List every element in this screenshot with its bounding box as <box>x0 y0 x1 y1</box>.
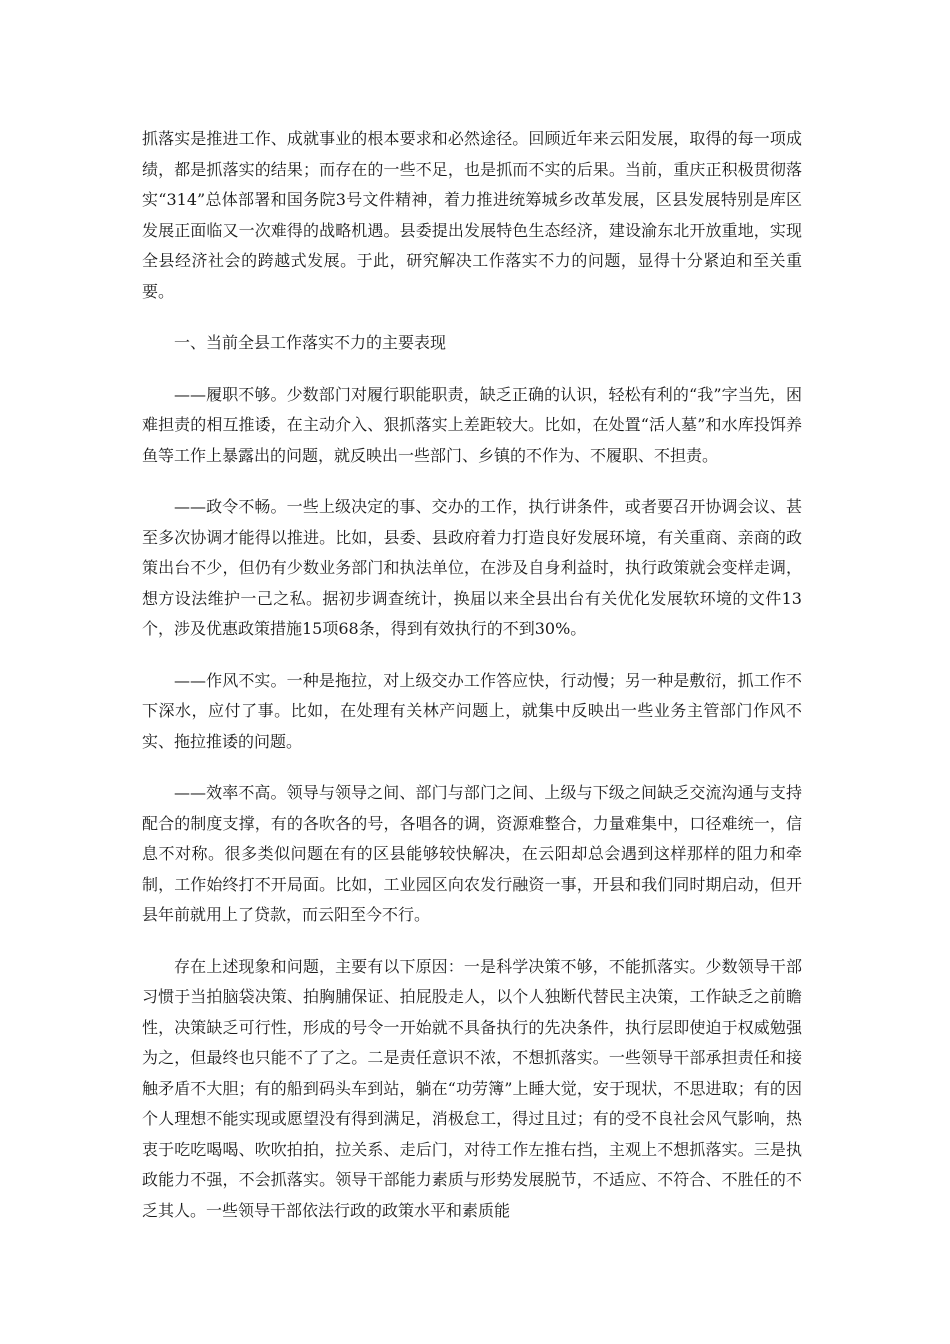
paragraph-causes: 存在上述现象和问题，主要有以下原因：一是科学决策不够，不能抓落实。少数领导干部习惯于当拍脑袋决策、拍胸脯保证、拍屁股走人，以个人独断代替民主决策，工作缺乏之前瞻性，决策缺乏可行性，形成的号令一开始就不具备执行的先决条件，执行层即使迫于权威勉强为之，但最终也只能不了了之。二是责任意识不浓，不想抓落实。一些领导干部承担责任和接触矛盾不大胆；有的船到码头车到站，躺在“功劳簿”上睡大觉，安于现状，不思进取；有的因个人理想不能实现或愿望没有得到满足，消极怠工，得过且过；有的受不良社会风气影响，热衷于吃吃喝喝、吹吹拍拍，拉关系、走后门，对待工作左推右挡，主观上不想抓落实。三是执政能力不强，不会抓落实。领导干部能力素质与形势发展脱节，不适应、不符合、不胜任的不乏其人。一些领导干部依法行政的政策水平和素质能 <box>142 956 802 1220</box>
paragraph-orders: ——政令不畅。一些上级决定的事、交办的工作，执行讲条件，或者要召开协调会议、甚至多次协调才能得以推进。比如，县委、县政府着力打造良好发展环境，有关重商、亲商的政策出台不少，但仍有少数业务部门和执法单位，在涉及自身利益时，执行政策就会变样走调，想方设法维护一己之私。据初步调查统计，换届以来全县出台有关优化发展软环境的文件13个，涉及优惠政策措施15项68条，得到有效执行的不到30%。 <box>142 497 802 638</box>
intro-paragraph: 抓落实是推进工作、成就事业的根本要求和必然途径。回顾近年来云阳发展，取得的每一项成绩，都是抓落实的结果；而存在的一些不足，也是抓而不实的后果。当前，重庆正积极贯彻落实“314”总体部署和国务院3号文件精神，着力推进统筹城乡改革发展，区县发展特别是库区发展正面临又一次难得的战略机遇。县委提出发展特色生态经济，建设渝东北开放重地，实现全县经济社会的跨越式发展。于此，研究解决工作落实不力的问题，显得十分紧迫和至关重要。 <box>142 129 802 301</box>
paragraph-duty: ——履职不够。少数部门对履行职能职责，缺乏正确的认识，轻松有利的“我”字当先，困难担责的相互推诿，在主动介入、狠抓落实上差距较大。比如，在处置“活人墓”和水库投饵养鱼等工作上暴露出的问题，就反映出一些部门、乡镇的不作为、不履职、不担责。 <box>142 384 802 465</box>
document-body <box>142 124 802 1247</box>
paragraph-efficiency: ——效率不高。领导与领导之间、部门与部门之间、上级与下级之间缺乏交流沟通与支持配合的制度支撑，有的各吹各的号，各唱各的调，资源难整合，力量难集中，口径难统一，信息不对称。很多类似问题在有的区县能够较快解决，在云阳却总会遇到这样那样的阻力和牵制，工作始终打不开局面。比如，工业园区向农发行融资一事，开县和我们同时期启动，但开县年前就用上了贷款，而云阳至今不行。 <box>142 783 802 924</box>
paragraph-style: ——作风不实。一种是拖拉，对上级交办工作答应快，行动慢；另一种是敷衍，抓工作不下深水，应付了事。比如，在处理有关林产问题上，就集中反映出一些业务主管部门作风不实、拖拉推诿的问题。 <box>142 670 802 751</box>
section-heading: 一、当前全县工作落实不力的主要表现 <box>174 333 447 352</box>
